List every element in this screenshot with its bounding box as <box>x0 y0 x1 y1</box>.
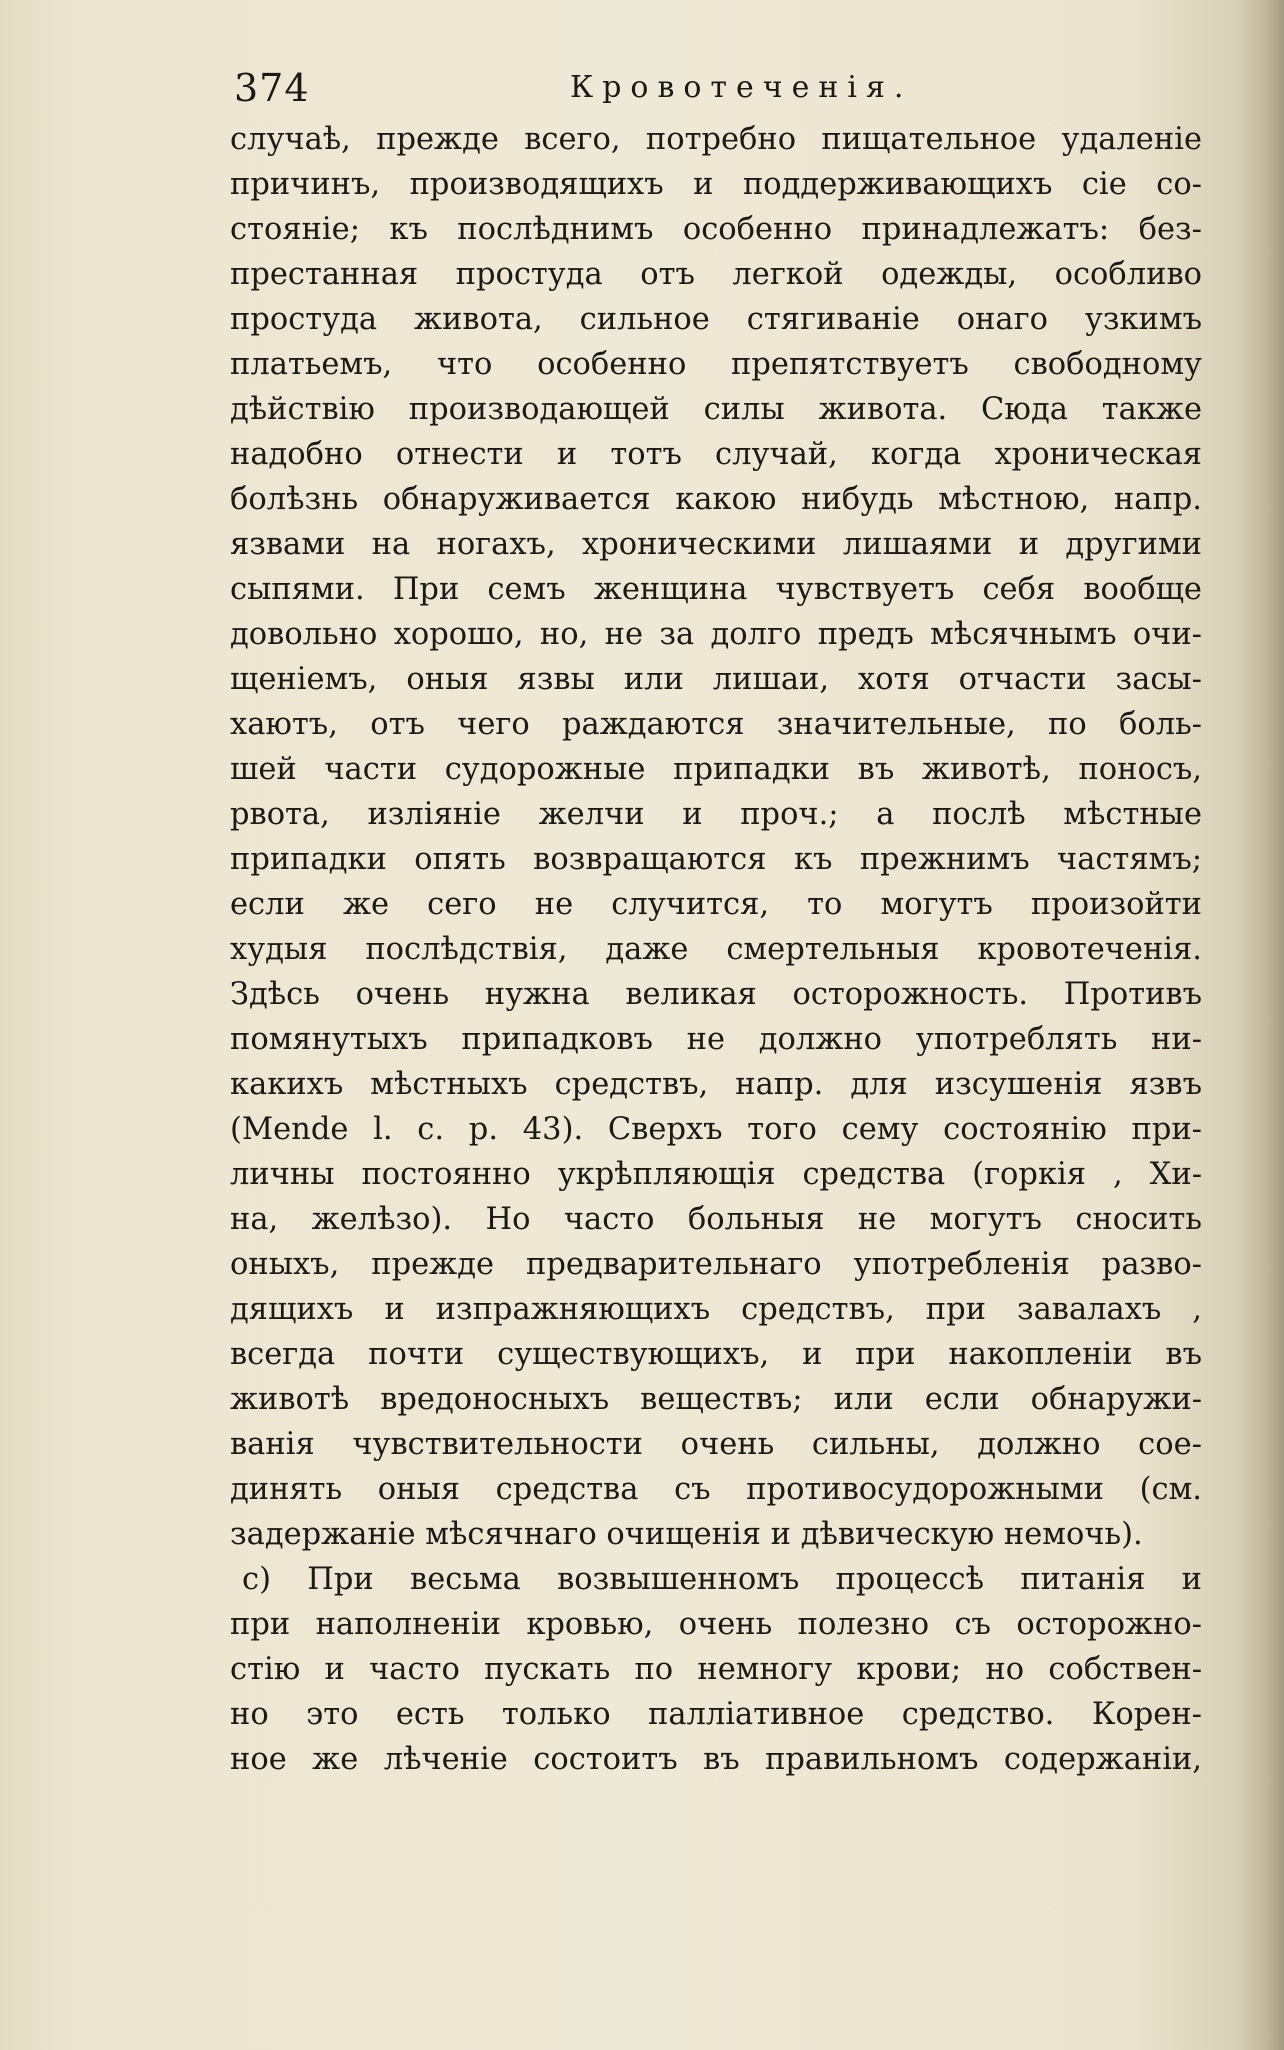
text-line: случаѣ, прежде всего, потребно пищательное удаленіе <box>230 122 1202 157</box>
text-line: животѣ вредоносныхъ веществъ; или если обнаружи- <box>230 1382 1202 1417</box>
text-line: динять оныя средства съ противосудорожными (см. <box>230 1472 1202 1507</box>
text-line: c) При весьма возвышенномъ процессѣ питанія и <box>242 1562 1202 1597</box>
text-line: если же сего не случится, то могутъ произойти <box>230 887 1202 922</box>
text-line: худыя послѣдствія, даже смертельныя кровотеченія. <box>230 932 1202 967</box>
text-line: припадки опять возвращаются къ прежнимъ частямъ; <box>230 842 1202 877</box>
page-header <box>230 66 1160 114</box>
text-line: дящихъ и изпражняющихъ средствъ, при завалахъ , <box>230 1292 1202 1327</box>
text-line: надобно отнести и тотъ случай, когда хроническая <box>230 437 1202 472</box>
text-line: при наполненіи кровью, очень полезно съ осторожно- <box>230 1607 1202 1642</box>
text-line: болѣзнь обнаруживается какою нибудь мѣстною, напр. <box>230 482 1202 517</box>
text-line: помянутыхъ припадковъ не должно употреблять ни- <box>230 1022 1202 1057</box>
text-line: личны постоянно укрѣпляющія средства (горкія , Хи- <box>230 1157 1202 1192</box>
running-title: Кровотеченія. <box>570 70 913 105</box>
page-edge-shadow <box>1240 0 1284 2050</box>
text-line: сыпями. При семъ женщина чувствуетъ себя вообще <box>230 572 1202 607</box>
text-line: стояніе; къ послѣднимъ особенно принадлежатъ: без- <box>230 212 1202 247</box>
text-line: ное же лѣченіе состоитъ въ правильномъ содержаніи, <box>230 1742 1202 1777</box>
text-line: ванія чувствительности очень сильны, должно сое- <box>230 1427 1202 1462</box>
text-line: рвота, изліяніе желчи и проч.; а послѣ мѣстные <box>230 797 1202 832</box>
text-line: простуда живота, сильное стягиваніе онаго узкимъ <box>230 302 1202 337</box>
text-line: но это есть только палліативное средство. Корен- <box>230 1697 1202 1732</box>
text-line: щеніемъ, оныя язвы или лишаи, хотя отчасти засы- <box>230 662 1202 697</box>
text-line: стію и часто пускать по немногу крови; но собствен- <box>230 1652 1202 1687</box>
text-line: всегда почти существующихъ, и при накопленіи въ <box>230 1337 1202 1372</box>
text-line: престанная простуда отъ легкой одежды, особливо <box>230 257 1202 292</box>
page-number: 374 <box>234 66 310 110</box>
text-line: дѣйствію производающей силы живота. Сюда также <box>230 392 1202 427</box>
text-line: хаютъ, отъ чего раждаются значительные, по боль- <box>230 707 1202 742</box>
text-line: причинъ, производящихъ и поддерживающихъ сіе со- <box>230 167 1202 202</box>
text-line: задержаніе мѣсячнаго очищенія и дѣвическую немочь). <box>230 1517 1143 1552</box>
text-line: довольно хорошо, но, не за долго предъ мѣсячнымъ очи- <box>230 617 1202 652</box>
text-line: оныхъ, прежде предварительнаго употребленія разво- <box>230 1247 1202 1282</box>
body-text <box>230 117 1202 1782</box>
text-line: язвами на ногахъ, хроническими лишаями и другими <box>230 527 1202 562</box>
text-line: (Mende l. c. p. 43). Сверхъ того сему состоянію при- <box>230 1112 1202 1147</box>
text-line: на, желѣзо). Но часто больныя не могутъ сносить <box>230 1202 1202 1237</box>
text-line: Здѣсь очень нужна великая осторожность. Противъ <box>230 977 1202 1012</box>
text-line: шей части судорожные припадки въ животѣ, поносъ, <box>230 752 1202 787</box>
text-line: какихъ мѣстныхъ средствъ, напр. для изсушенія язвъ <box>230 1067 1202 1102</box>
text-line: платьемъ, что особенно препятствуетъ свободному <box>230 347 1202 382</box>
